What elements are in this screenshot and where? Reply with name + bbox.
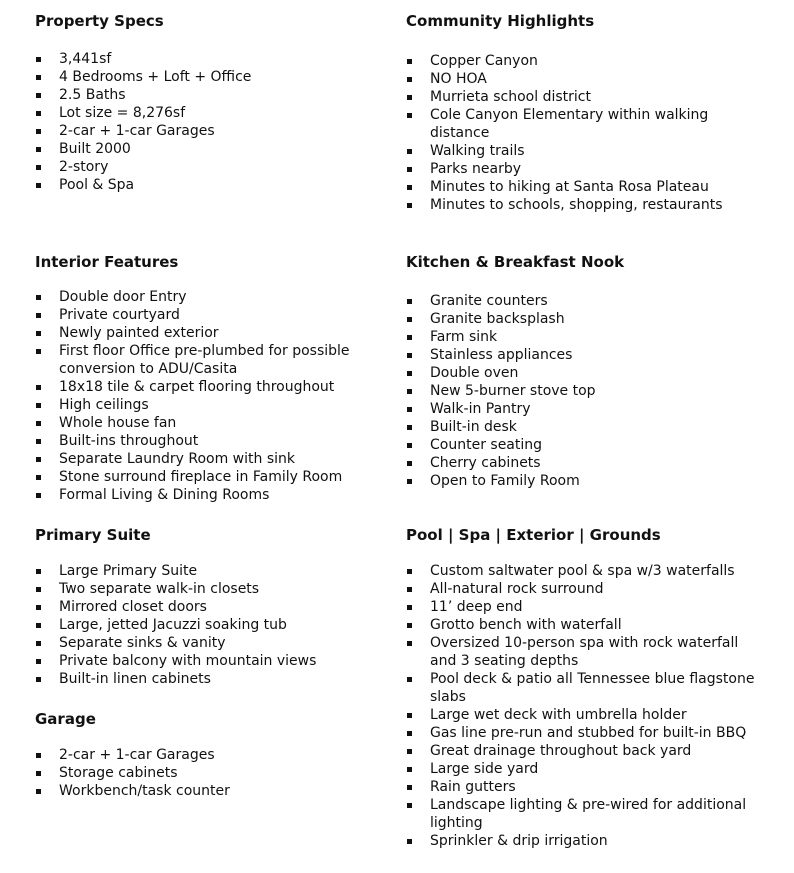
square-bullet-icon [407, 461, 412, 466]
square-bullet-icon [36, 789, 41, 794]
list-item [406, 436, 766, 454]
list-item-text: Cole Canyon Elementary within walking distance [430, 107, 709, 141]
list-item-text: Stainless appliances [430, 347, 573, 363]
square-bullet-icon [36, 385, 41, 390]
list-item [406, 580, 766, 598]
property-specs-list [35, 50, 385, 194]
square-bullet-icon [407, 353, 412, 358]
square-bullet-icon [36, 493, 41, 498]
list-item-text: First floor Office pre-plumbed for possible conversion to ADU/Casita [59, 343, 350, 377]
list-item-text: Rain gutters [430, 779, 516, 795]
square-bullet-icon [407, 95, 412, 100]
list-item-text: Custom saltwater pool & spa w/3 waterfalls [430, 563, 735, 579]
list-item [406, 706, 766, 724]
list-item-text: Stone surround fireplace in Family Room [59, 469, 343, 485]
community-highlights-section [406, 12, 766, 214]
list-item-text: Large side yard [430, 761, 539, 777]
list-item [35, 68, 385, 86]
list-item [406, 346, 766, 364]
pool-spa-section [406, 526, 766, 850]
list-item-text: 2-car + 1-car Garages [59, 123, 215, 139]
list-item [406, 400, 766, 418]
list-item [406, 142, 766, 160]
square-bullet-icon [407, 167, 412, 172]
list-item [35, 342, 385, 378]
list-item-text: Walk-in Pantry [430, 401, 531, 417]
list-item [35, 670, 385, 688]
list-item-text: Separate sinks & vanity [59, 635, 226, 651]
list-item-text: Walking trails [430, 143, 525, 159]
list-item [406, 160, 766, 178]
list-item-text: Great drainage throughout back yard [430, 743, 692, 759]
list-item [35, 158, 385, 176]
list-item-text: 2-story [59, 159, 109, 175]
list-item-text: Granite counters [430, 293, 548, 309]
list-item [35, 414, 385, 432]
square-bullet-icon [407, 605, 412, 610]
list-item [406, 310, 766, 328]
square-bullet-icon [36, 147, 41, 152]
list-item [406, 88, 766, 106]
square-bullet-icon [407, 803, 412, 808]
garage-section [35, 710, 385, 800]
list-item [35, 468, 385, 486]
square-bullet-icon [36, 183, 41, 188]
list-item [35, 580, 385, 598]
list-item [35, 432, 385, 450]
list-item-text: Granite backsplash [430, 311, 565, 327]
square-bullet-icon [36, 457, 41, 462]
list-item [35, 104, 385, 122]
square-bullet-icon [36, 57, 41, 62]
list-item-text: Whole house fan [59, 415, 177, 431]
square-bullet-icon [36, 623, 41, 628]
list-item-text: Minutes to hiking at Santa Rosa Plateau [430, 179, 709, 195]
list-item-text: Landscape lighting & pre-wired for additional lighting [430, 797, 747, 831]
list-item [406, 364, 766, 382]
square-bullet-icon [36, 587, 41, 592]
list-item [406, 178, 766, 196]
pool-spa-list [406, 562, 766, 850]
list-item-text: High ceilings [59, 397, 149, 413]
list-item [35, 86, 385, 104]
interior-features-list [35, 288, 385, 504]
square-bullet-icon [36, 349, 41, 354]
list-item [35, 652, 385, 670]
list-item [35, 746, 385, 764]
list-item [35, 616, 385, 634]
list-item [406, 724, 766, 742]
square-bullet-icon [36, 753, 41, 758]
square-bullet-icon [36, 475, 41, 480]
list-item [406, 778, 766, 796]
community-highlights-list [406, 52, 766, 214]
square-bullet-icon [407, 677, 412, 682]
list-item-text: Sprinkler & drip irrigation [430, 833, 608, 849]
list-item-text: Two separate walk-in closets [59, 581, 260, 597]
interior-features-section [35, 253, 385, 504]
square-bullet-icon [407, 407, 412, 412]
list-item [406, 472, 766, 490]
list-item [35, 598, 385, 616]
square-bullet-icon [407, 77, 412, 82]
square-bullet-icon [407, 317, 412, 322]
square-bullet-icon [407, 713, 412, 718]
garage-heading: Garage [35, 710, 96, 728]
list-item [406, 598, 766, 616]
square-bullet-icon [36, 93, 41, 98]
list-item-text: Built-in linen cabinets [59, 671, 211, 687]
list-item-text: Oversized 10-person spa with rock waterfall and 3 seating depths [430, 635, 739, 669]
list-item-text: Large wet deck with umbrella holder [430, 707, 687, 723]
square-bullet-icon [36, 313, 41, 318]
list-item-text: All-natural rock surround [430, 581, 604, 597]
list-item-text: 4 Bedrooms + Loft + Office [59, 69, 252, 85]
square-bullet-icon [36, 605, 41, 610]
list-item-text: Storage cabinets [59, 765, 178, 781]
list-item [406, 418, 766, 436]
list-item [35, 396, 385, 414]
list-item [35, 140, 385, 158]
list-item-text: NO HOA [430, 71, 487, 87]
list-item [406, 634, 766, 670]
square-bullet-icon [36, 75, 41, 80]
square-bullet-icon [36, 403, 41, 408]
list-item-text: 3,441sf [59, 51, 112, 67]
square-bullet-icon [407, 59, 412, 64]
list-item [35, 176, 385, 194]
square-bullet-icon [407, 425, 412, 430]
list-item-text: 11’ deep end [430, 599, 523, 615]
list-item-text: Pool deck & patio all Tennessee blue flagstone slabs [430, 671, 755, 705]
list-item-text: Cherry cabinets [430, 455, 541, 471]
community-highlights-heading: Community Highlights [406, 12, 595, 30]
square-bullet-icon [407, 839, 412, 844]
list-item [406, 832, 766, 850]
list-item [35, 486, 385, 504]
list-item [406, 382, 766, 400]
square-bullet-icon [407, 149, 412, 154]
primary-suite-list [35, 562, 385, 688]
list-item [406, 328, 766, 346]
square-bullet-icon [407, 641, 412, 646]
list-item [406, 796, 766, 832]
square-bullet-icon [407, 479, 412, 484]
square-bullet-icon [407, 185, 412, 190]
list-item [35, 378, 385, 396]
square-bullet-icon [36, 421, 41, 426]
list-item-text: Gas line pre-run and stubbed for built-in BBQ [430, 725, 747, 741]
list-item [406, 454, 766, 472]
list-item [35, 122, 385, 140]
property-specs-section [35, 12, 385, 194]
list-item [406, 742, 766, 760]
square-bullet-icon [407, 371, 412, 376]
list-item-text: Separate Laundry Room with sink [59, 451, 295, 467]
list-item-text: Counter seating [430, 437, 543, 453]
list-item [35, 50, 385, 68]
list-item-text: Built-in desk [430, 419, 517, 435]
list-item-text: Built-ins throughout [59, 433, 199, 449]
square-bullet-icon [407, 113, 412, 118]
pool-spa-heading: Pool | Spa | Exterior | Grounds [406, 526, 661, 544]
list-item-text: Newly painted exterior [59, 325, 219, 341]
square-bullet-icon [407, 767, 412, 772]
square-bullet-icon [407, 569, 412, 574]
list-item-text: Pool & Spa [59, 177, 135, 193]
list-item [406, 670, 766, 706]
square-bullet-icon [407, 389, 412, 394]
list-item-text: Private balcony with mountain views [59, 653, 317, 669]
list-item [35, 450, 385, 468]
list-item-text: 18x18 tile & carpet flooring throughout [59, 379, 335, 395]
property-specs-heading: Property Specs [35, 12, 164, 30]
list-item-text: Formal Living & Dining Rooms [59, 487, 270, 503]
square-bullet-icon [36, 165, 41, 170]
square-bullet-icon [407, 203, 412, 208]
list-item [406, 292, 766, 310]
list-item [35, 324, 385, 342]
square-bullet-icon [36, 569, 41, 574]
square-bullet-icon [407, 335, 412, 340]
square-bullet-icon [36, 111, 41, 116]
primary-suite-section [35, 526, 385, 688]
square-bullet-icon [407, 299, 412, 304]
list-item-text: Copper Canyon [430, 53, 538, 69]
list-item [35, 288, 385, 306]
list-item [35, 562, 385, 580]
list-item-text: Large, jetted Jacuzzi soaking tub [59, 617, 287, 633]
square-bullet-icon [36, 331, 41, 336]
kitchen-list [406, 292, 766, 490]
square-bullet-icon [407, 731, 412, 736]
square-bullet-icon [36, 771, 41, 776]
list-item [35, 764, 385, 782]
list-item-text: Double door Entry [59, 289, 187, 305]
list-item-text: Minutes to schools, shopping, restaurants [430, 197, 723, 213]
list-item-text: Workbench/task counter [59, 783, 230, 799]
kitchen-section [406, 253, 766, 490]
square-bullet-icon [36, 641, 41, 646]
list-item-text: Farm sink [430, 329, 498, 345]
list-item-text: Grotto bench with waterfall [430, 617, 622, 633]
list-item [406, 562, 766, 580]
list-item-text: 2.5 Baths [59, 87, 126, 103]
list-item [406, 52, 766, 70]
list-item [35, 782, 385, 800]
list-item-text: Large Primary Suite [59, 563, 198, 579]
square-bullet-icon [36, 129, 41, 134]
kitchen-heading: Kitchen & Breakfast Nook [406, 253, 625, 271]
list-item [35, 306, 385, 324]
square-bullet-icon [36, 295, 41, 300]
list-item-text: Double oven [430, 365, 519, 381]
list-item [406, 70, 766, 88]
list-item-text: Lot size = 8,276sf [59, 105, 186, 121]
garage-list [35, 746, 385, 800]
square-bullet-icon [407, 623, 412, 628]
square-bullet-icon [36, 439, 41, 444]
interior-features-heading: Interior Features [35, 253, 179, 271]
square-bullet-icon [407, 749, 412, 754]
primary-suite-heading: Primary Suite [35, 526, 151, 544]
list-item-text: New 5-burner stove top [430, 383, 596, 399]
list-item-text: Murrieta school district [430, 89, 591, 105]
list-item [406, 760, 766, 778]
square-bullet-icon [407, 443, 412, 448]
list-item-text: Private courtyard [59, 307, 180, 323]
square-bullet-icon [407, 785, 412, 790]
list-item-text: Built 2000 [59, 141, 131, 157]
list-item-text: 2-car + 1-car Garages [59, 747, 215, 763]
list-item [35, 634, 385, 652]
square-bullet-icon [36, 659, 41, 664]
list-item-text: Parks nearby [430, 161, 521, 177]
list-item [406, 106, 766, 142]
square-bullet-icon [407, 587, 412, 592]
list-item-text: Open to Family Room [430, 473, 580, 489]
list-item [406, 196, 766, 214]
square-bullet-icon [36, 677, 41, 682]
list-item-text: Mirrored closet doors [59, 599, 207, 615]
list-item [406, 616, 766, 634]
